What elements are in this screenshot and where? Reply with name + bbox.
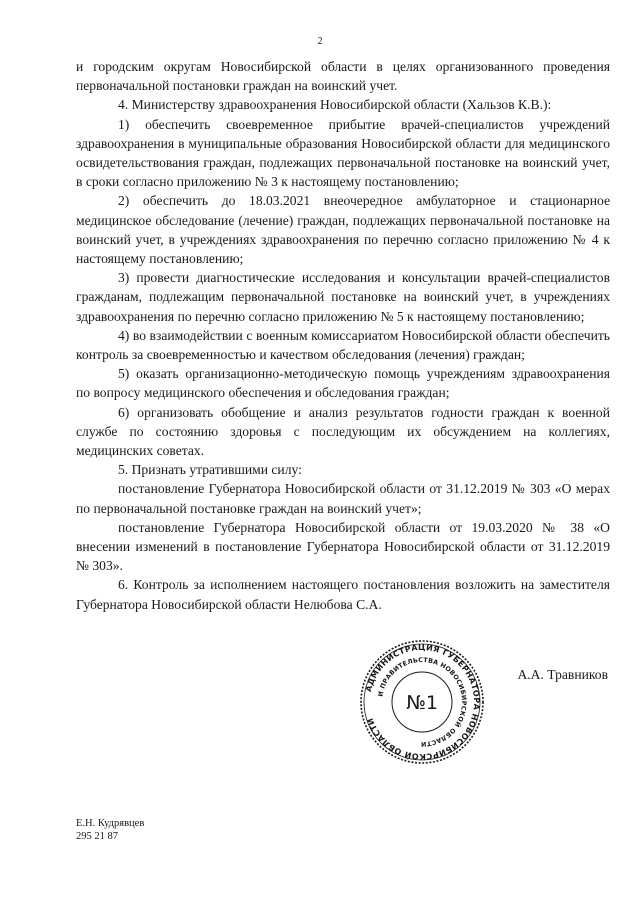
paragraph-subitem-5: 5) оказать организационно-методическую помощь учреждениям здравоохранения по вопросу медицинского обеспечения и обследования граждан; bbox=[76, 366, 610, 401]
paragraph-continuation: и городским округам Новосибирской области в целях организованного проведения первоначальной постановки граждан на воинский учет. bbox=[76, 59, 610, 94]
paragraph-subitem-4: 4) во взаимодействии с военным комиссариатом Новосибирской области обеспечить контроль за своевременностью и качеством обследования (лечения) граждан; bbox=[76, 327, 610, 363]
page-number: 2 bbox=[317, 36, 323, 47]
footer-phone: 295 21 87 bbox=[76, 830, 118, 842]
seal-inner-text: И ПРАВИТЕЛЬСТВА НОВОСИБИРСКОЙ ОБЛАСТИ bbox=[376, 655, 469, 749]
paragraph-repealed-act-1: постановление Губернатора Новосибирской области от 31.12.2019 № 303 «О мерах по первоначальной постановке граждан на воинский учет»; bbox=[76, 481, 610, 516]
paragraph-subitem-3: 3) провести диагностические исследования и консультации врачей-специалистов гражданам, подлежащим первоначальной постановке на воинский учет, в учреждениях здравоохранения по перечню согласно приложению № 5 к настоящему постановлению; bbox=[76, 270, 610, 324]
paragraph-item-6: 6. Контроль за исполнением настоящего постановления возложить на заместителя Губернатора Новосибирской области Нелюбова С.А. bbox=[76, 577, 610, 612]
seal-number: №1 bbox=[406, 692, 438, 714]
official-seal bbox=[358, 638, 486, 766]
paragraph-item-5: 5. Признать утратившими силу: bbox=[118, 462, 302, 478]
seal-outer-text: АДМИНИСТРАЦИЯ ГУБЕРНАТОРА НОВОСИБИРСКОЙ ОБЛАСТИ bbox=[364, 642, 482, 762]
paragraph-subitem-1: 1) обеспечить своевременное прибытие врачей-специалистов учреждений здравоохранения в муниципальные образования Новосибирской области для медицинского освидетельствования граждан, подлежащих первоначальной постановке на воинский учет, в сроки согласно приложению № 3 к настоящему постановлению; bbox=[76, 116, 610, 190]
paragraph-item-4: 4. Министерству здравоохранения Новосибирской области (Хальзов К.В.): bbox=[118, 97, 552, 113]
paragraph-subitem-6: 6) организовать обобщение и анализ результатов годности граждан к военной службе по состоянию здоровья с последующим их обсуждением на коллегиях, медицинских советах. bbox=[76, 404, 610, 459]
footer-contact bbox=[76, 818, 144, 843]
footer-author: Е.Н. Кудрявцев bbox=[76, 818, 145, 829]
paragraph-subitem-2: 2) обеспечить до 18.03.2021 внеочередное амбулаторное и стационарное медицинское обследование (лечение) граждан, подлежащих первоначальной постановке на воинский учет, в учреждениях здравоохранения по перечню согласно приложению № 4 к настоящему постановлению; bbox=[76, 193, 610, 267]
paragraph-repealed-act-2: постановление Губернатора Новосибирской области от 19.03.2020 № 38 «О внесении изменений в постановление Губернатора Новосибирской области от 31.12.2019 № 303». bbox=[76, 519, 610, 574]
signature-name: А.А. Травников bbox=[517, 667, 608, 682]
document-body bbox=[76, 57, 610, 614]
